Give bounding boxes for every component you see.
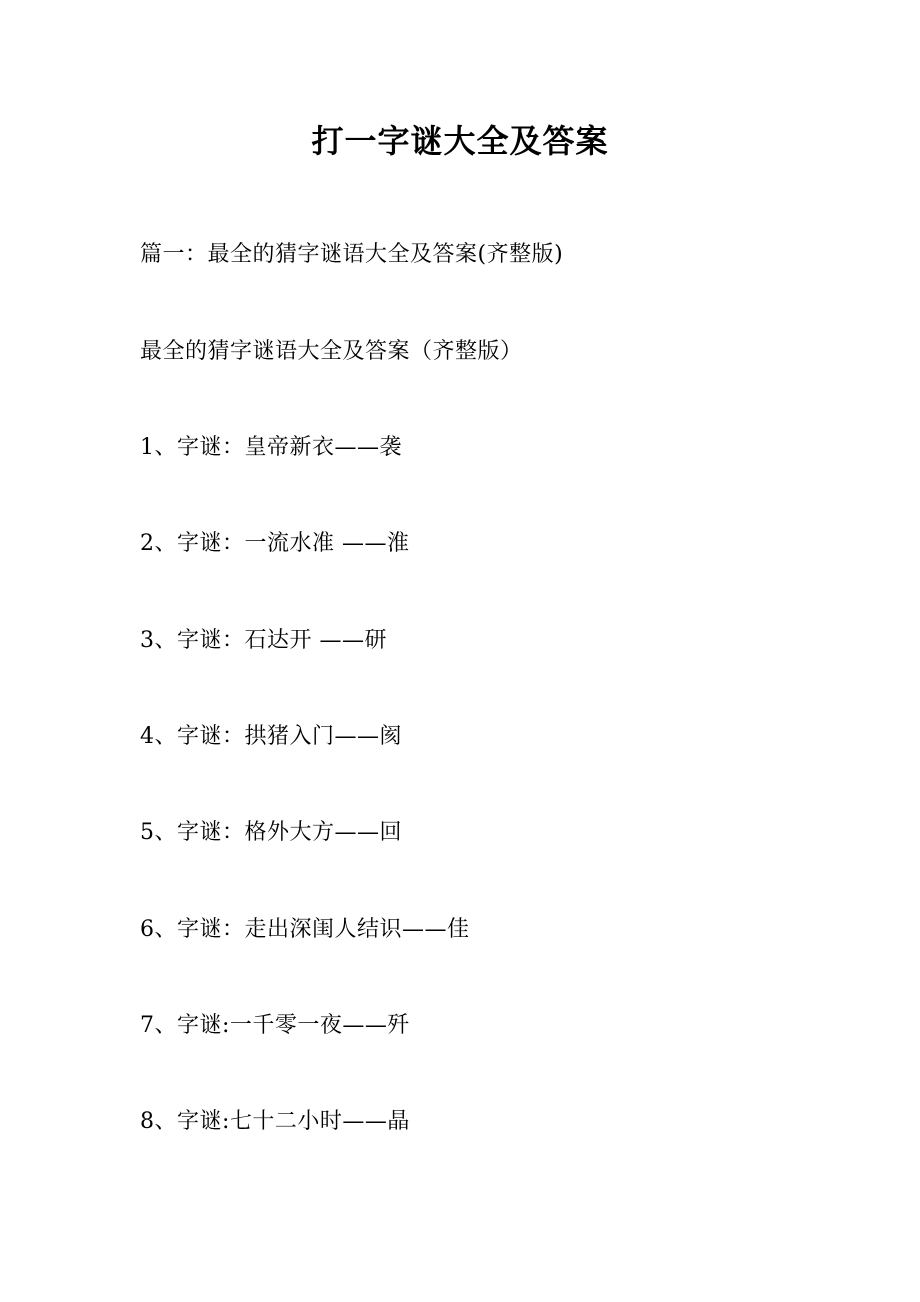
subheading: 最全的猜字谜语大全及答案（齐整版）	[140, 339, 523, 364]
riddle-line-2: 2、字谜：一流水准 ——淮	[140, 531, 410, 556]
riddle-line-4: 4、字谜：拱猪入门——阂	[140, 724, 402, 749]
document-title: 打一字谜大全及答案	[311, 122, 609, 160]
riddle-line-1: 1、字谜：皇帝新衣——袭	[140, 435, 402, 460]
riddle-line-6: 6、字谜：走出深闺人结识——佳	[140, 917, 470, 942]
riddle-line-5: 5、字谜：格外大方——回	[140, 820, 402, 845]
riddle-line-3: 3、字谜：石达开 ——研	[140, 628, 387, 653]
riddle-line-8: 8、字谜:七十二小时——晶	[140, 1109, 410, 1134]
section-heading: 篇一：最全的猜字谜语大全及答案(齐整版)	[140, 242, 564, 267]
riddle-line-7: 7、字谜:一千零一夜——歼	[140, 1013, 410, 1038]
